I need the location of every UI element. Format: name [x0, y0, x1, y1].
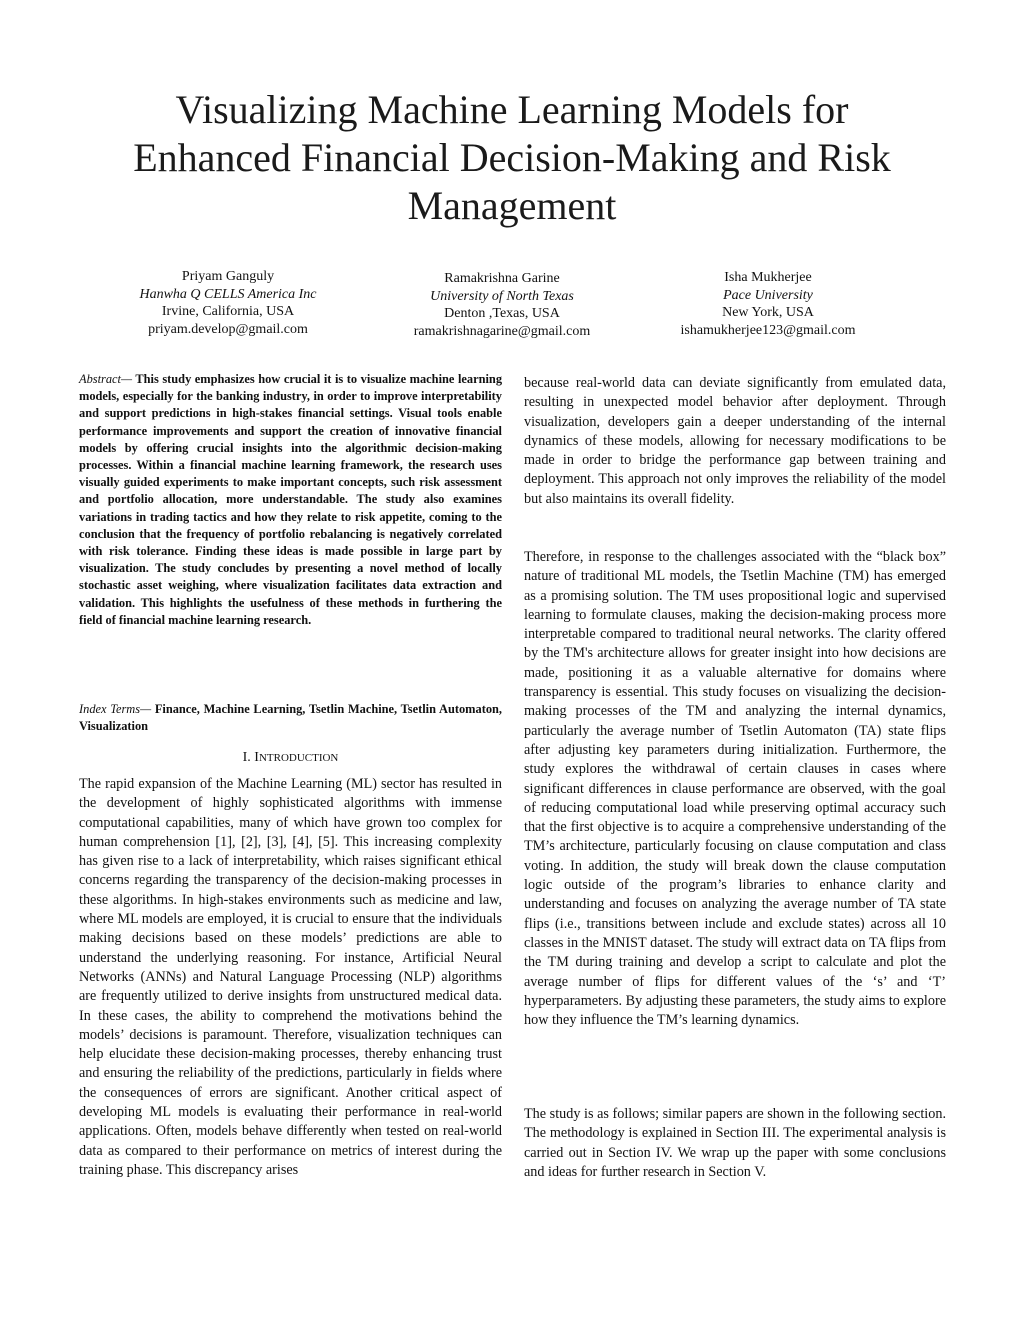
index-terms-text: Finance, Machine Learning, Tsetlin Machine, Tsetlin Automaton, Visualization	[79, 702, 502, 734]
section-initial: I	[254, 750, 259, 765]
abstract-text: This study emphasizes how crucial it is to visualize machine learning models, especially for the banking industry, in order to improve interpretability and support predictions in high-stakes financial settings. Visual tools enable performance improvements and support the creation of innovative financial models by offering crucial insights into the algorithmic decision-making processes. Within a financial machine learning framework, the research uses visually guided experiments to make important concepts, such risk assessment and portfolio allocation, more understandable. The study also examines variations in trading tactics and how they relate to risk appetite, coming to the conclusion that the frequency of portfolio rebalancing is negatively correlated with risk tolerance. Finding these ideas is made possible in large part by visualization. The study concludes by presenting a novel method of locally stochastic asset weighing, where visualization facilitates data extraction and validation. This highlights the usefulness of these methods in furthering the field of financial machine learning research.	[79, 372, 503, 627]
section-title-rest: NTRODUCTION	[258, 752, 339, 764]
abstract	[79, 371, 502, 629]
author-location: New York, USA	[722, 305, 814, 320]
body-paragraph: The rapid expansion of the Machine Learning (ML) sector has resulted in the development of highly sophisticated algorithms with immense computational capabilities, many of which have grown too complex for human comprehension [1], [2], [3], [4], [5]. This increasing complexity has given rise to a lack of interpretability, which raises significant ethical concerns regarding the transparency of the decision-making processes in these algorithms. In high-stakes environments such as medicine and law, where ML models are employed, it is crucial to ensure that the individuals making decisions based on these models’ predictions are able to understand the underlying reasoning. For instance, Artificial Neural Networks (ANNs) and Natural Language Processing (NLP) algorithms are frequently utilized to derive insights from unstructured medical data. In these cases, the ability to comprehend the motivations behind the models’ decisions is paramount. Therefore, visualization techniques can help elucidate these decision-making processes, thereby enhancing trust and ensuring the reliability of the predictions, particularly in fields where the consequences of errors are significant. Another critical aspect of developing ML models is evaluating their performance in real-world applications. Often, models behave differently when tested on real-world data as compared to their performance on metrics of interest during the training phase. This discrepancy arises	[79, 776, 502, 1178]
section-numeral: I.	[242, 750, 251, 765]
author-affiliation: Pace University	[723, 287, 813, 303]
author-block	[660, 269, 876, 339]
author-block	[118, 268, 338, 338]
abstract-label: Abstract—	[79, 372, 133, 386]
index-terms-label: Index Terms—	[79, 702, 152, 716]
author-name: Ramakrishna Garine	[444, 271, 560, 286]
body-paragraph: Therefore, in response to the challenges associated with the “black box” nature of traditional ML models, the Tsetlin Machine (TM) has emerged as a promising solution. The TM uses propositional logic and supervised learning to formulate clauses, making the decision-making process more interpretable compared to traditional neural networks. The clarity offered by the TM's architecture allows for greater insight into how decisions are made, positioning it as a valuable alternative for domains where transparency is essential. This study focuses on visualizing the decision-making processes of the TM and analyzing the internal dynamics, particularly the average number of Tsetlin Automaton (TA) state flips after adjusting key parameters during initialization. Furthermore, the study explores the withdrawal of certain clauses in cases where significant differences in clause performance are observed, with the goal of reducing computational load while preserving optimal accuracy such that the first objective is to acquire a comprehensive understanding of the TM’s architecture, particularly focusing on clause computation and class voting. In addition, the study will break down the clause computation logic outside of the program’s libraries to enhance clarity and understanding and focuses on analyzing the average number of TA state flips (i.e., transitions between include and exclude states) across all 10 classes in the MNIST dataset. The study will extract data on TA flips from the TM during training and develop a script to calculate and plot the average number of flips for different values of the ‘s’ and ‘T’ hyperparameters. By adjusting these parameters, the study aims to explore how they influence the TM’s learning dynamics.	[524, 549, 946, 1029]
index-terms	[79, 701, 502, 735]
section-heading-introduction	[79, 749, 502, 767]
body-paragraph: The study is as follows; similar papers are shown in the following section. The methodology is explained in Section III. The experimental analysis is carried out in Section IV. We wrap up the paper with some conclusions and ideas for further research in Section V.	[524, 1106, 946, 1180]
author-affiliation: Hanwha Q CELLS America Inc	[139, 286, 317, 302]
paper-title: Visualizing Machine Learning Models for Enhanced Financial Decision-Making and Risk Management	[133, 87, 891, 228]
author-location: Denton ,Texas, USA	[444, 306, 560, 321]
author-email: ishamukherjee123@gmail.com	[680, 322, 856, 338]
author-email: priyam.develop@gmail.com	[148, 321, 308, 337]
author-location: Irvine, California, USA	[161, 304, 295, 319]
author-name: Isha Mukherjee	[724, 270, 812, 285]
author-block	[397, 270, 607, 340]
body-paragraph: because real-world data can deviate significantly from emulated data, resulting in unexpected model behavior after deployment. Through visualization, developers gain a deeper understanding of the internal dynamics of these models, allowing for necessary modifications to be made in order to bridge the performance gap between training and deployment. This approach not only improves the reliability of the model but also maintains its overall fidelity.	[524, 375, 946, 507]
author-email: ramakrishnagarine@gmail.com	[413, 323, 591, 339]
author-name: Priyam Ganguly	[181, 269, 275, 284]
author-affiliation: University of North Texas	[430, 288, 574, 304]
